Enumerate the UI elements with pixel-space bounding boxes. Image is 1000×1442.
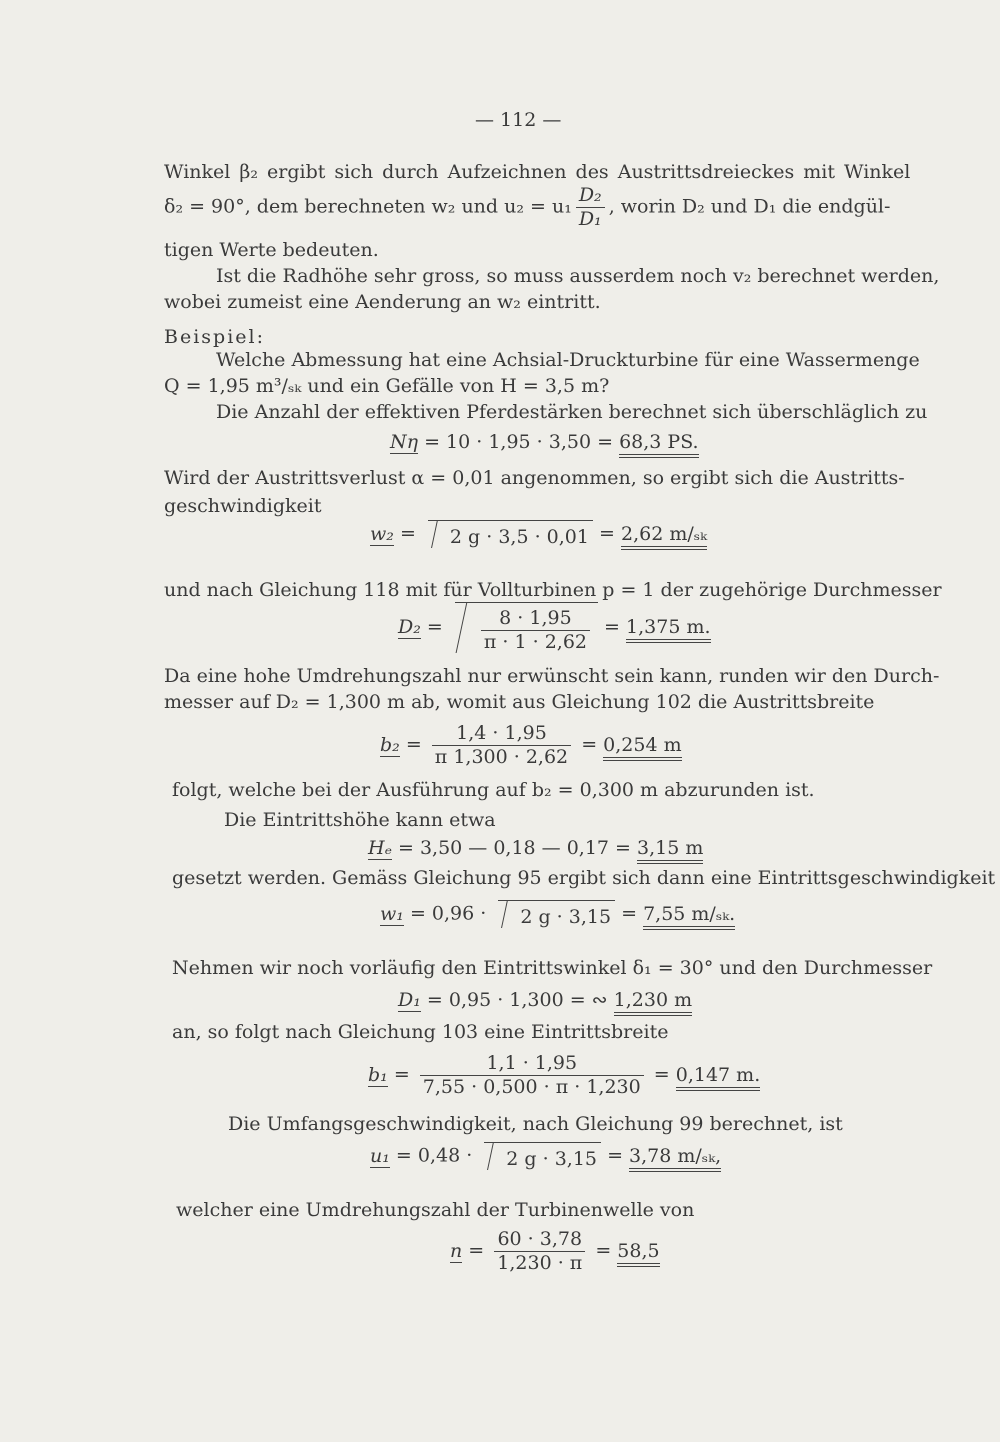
eq-d2-sqrt [455,602,598,654]
equation-he [368,836,703,860]
eq-w1-lhs: w₁ [380,902,404,925]
eq-n-fraction [494,1228,585,1275]
text-line-20: Die Eintrittshöhe kann etwa [224,809,496,831]
eq-he-lhs: Hₑ [368,837,392,859]
text-line-8: Q = 1,95 m³/ₛₖ und ein Gefälle von H = 3,5 m? [164,375,610,397]
eq-d2-numerator: 8 · 1,95 [481,607,590,631]
text-line-9: Die Anzahl der effektiven Pferdestärken berechnet sich überschläglich zu [216,401,928,423]
fraction-numerator: D₂ [576,184,605,208]
equation-w1 [380,900,735,929]
eq-n-mid: = [595,1239,612,1262]
eq-n-equals: = [468,1239,485,1262]
eq-b1-numerator: 1,1 · 1,95 [420,1052,644,1076]
text-line-7: Welche Abmessung hat eine Achsial-Druckturbine für eine Wassermenge [216,349,920,371]
eq-d2-denominator: π · 1 · 2,62 [483,631,587,653]
eq-d2-fraction [481,607,590,654]
equation-u1 [370,1142,721,1171]
eq-d1-mid: = 0,95 · 1,300 = ∾ [426,989,608,1011]
equation-d2 [398,602,711,654]
eq-n-numerator: 60 · 3,78 [494,1228,585,1252]
eq-b2-fraction [432,722,571,769]
text-line-17: messer auf D₂ = 1,300 m ab, womit aus Gleichung 102 die Austrittsbreite [164,691,875,713]
eq-u1-mid: = 0,48 · [395,1144,473,1167]
eq-w2-equals: = [399,522,416,545]
equation-w2 [370,520,707,549]
text-line-22: gesetzt werden. Gemäss Gleichung 95 ergibt sich dann eine Eintrittsgeschwindigkeit [172,867,996,889]
eq-d2-lhs: D₂ [398,616,421,638]
eq-b2-mid: = [581,733,598,756]
text-line-3: tigen Werte bedeuten. [164,239,379,261]
eq-d2-result: 1,375 m. [626,616,711,643]
equation-b1 [368,1052,760,1099]
eq-w1-mid2: = [621,902,638,925]
eq-w2-mid: = [599,522,615,545]
eq-b2-equals: = [405,733,422,756]
text-line-1: Winkel β₂ ergibt sich durch Aufzeichnen des Austrittsdreieckes mit Winkel [164,161,911,183]
eq-n-eta-mid: = 10 · 1,95 · 3,50 = [424,431,614,453]
eq-w2-lhs: w₂ [370,522,394,545]
eq-b1-lhs: b₁ [368,1063,388,1086]
text-line-11: Wird der Austrittsverlust α = 0,01 angenommen, so ergibt sich die Austritts- [164,467,905,489]
eq-w1-sqrt: 2 g · 3,15 [498,900,615,929]
eq-n-eta-result: 68,3 PS. [619,431,699,458]
eq-n-result: 58,5 [617,1240,659,1267]
eq-b1-result: 0,147 m. [676,1064,761,1091]
eq-b1-mid: = [653,1063,670,1086]
eq-b2-denominator: π 1,300 · 2,62 [434,746,569,768]
equation-b2 [380,722,682,769]
eq-b1-denominator: 7,55 · 0,500 · π · 1,230 [422,1076,641,1098]
eq-d1-lhs: D₁ [398,989,421,1011]
eq-u1-sqrt: 2 g · 3,15 [484,1142,601,1171]
eq-u1-result: 3,78 m/ₛₖ, [629,1145,721,1172]
text-line-4: Ist die Radhöhe sehr gross, so muss ausserdem noch v₂ berechnet werden, [216,265,940,287]
eq-w1-result: 7,55 m/ₛₖ. [643,903,735,930]
equation-n-eta [390,430,699,454]
text-line-2-end: , worin D₂ und D₁ die endgül- [608,195,891,218]
eq-n-eta-lhs: Nη [390,431,419,453]
eq-n-denominator: 1,230 · π [497,1252,583,1274]
eq-b2-result: 0,254 m [603,734,681,761]
eq-d2-equals: = [426,616,443,638]
text-line-28: Die Umfangsgeschwindigkeit, nach Gleichung 99 berechnet, ist [228,1113,843,1135]
eq-b1-fraction [420,1052,644,1099]
equation-d1 [398,988,692,1012]
eq-w2-sqrt: 2 g · 3,5 · 0,01 [428,520,593,549]
text-line-16: Da eine hohe Umdrehungszahl nur erwünscht sein kann, runden wir den Durch- [164,665,940,687]
page-number: — 112 — [475,109,562,131]
eq-b1-equals: = [393,1063,410,1086]
fraction-d2-d1 [576,184,605,231]
text-line-19: folgt, welche bei der Ausführung auf b₂ = 0,300 m abzurunden ist. [172,779,815,801]
text-line-14: und nach Gleichung 118 mit für Vollturbinen p = 1 der zugehörige Durchmesser [164,579,942,601]
eq-w1-mid: = 0,96 · [409,902,487,925]
eq-d2-mid: = [604,616,620,638]
fraction-denominator: D₁ [578,208,602,230]
eq-he-result: 3,15 m [637,837,703,864]
text-line-2-start: δ₂ = 90°, dem berechneten w₂ und u₂ = u₁ [164,195,572,218]
eq-u1-mid2: = [607,1144,623,1167]
eq-b2-lhs: b₂ [380,733,400,756]
eq-d1-result: 1,230 m [614,989,692,1016]
text-line-12: geschwindigkeit [164,495,322,517]
eq-w2-result: 2,62 m/ₛₖ [621,523,707,550]
eq-n-lhs: n [450,1239,463,1262]
eq-b2-numerator: 1,4 · 1,95 [432,722,571,746]
text-line-30: welcher eine Umdrehungszahl der Turbinenwelle von [176,1199,695,1221]
equation-n [450,1228,660,1275]
text-line-24: Nehmen wir noch vorläufig den Eintrittswinkel δ₁ = 30° und den Durchmesser [172,957,933,979]
example-heading: Beispiel: [164,326,265,348]
eq-u1-lhs: u₁ [370,1144,390,1167]
eq-he-mid: = 3,50 — 0,18 — 0,17 = [397,837,631,859]
text-line-5: wobei zumeist eine Aenderung an w₂ eintritt. [164,291,601,313]
text-line-26: an, so folgt nach Gleichung 103 eine Eintrittsbreite [172,1021,669,1043]
text-line-2 [164,184,890,231]
